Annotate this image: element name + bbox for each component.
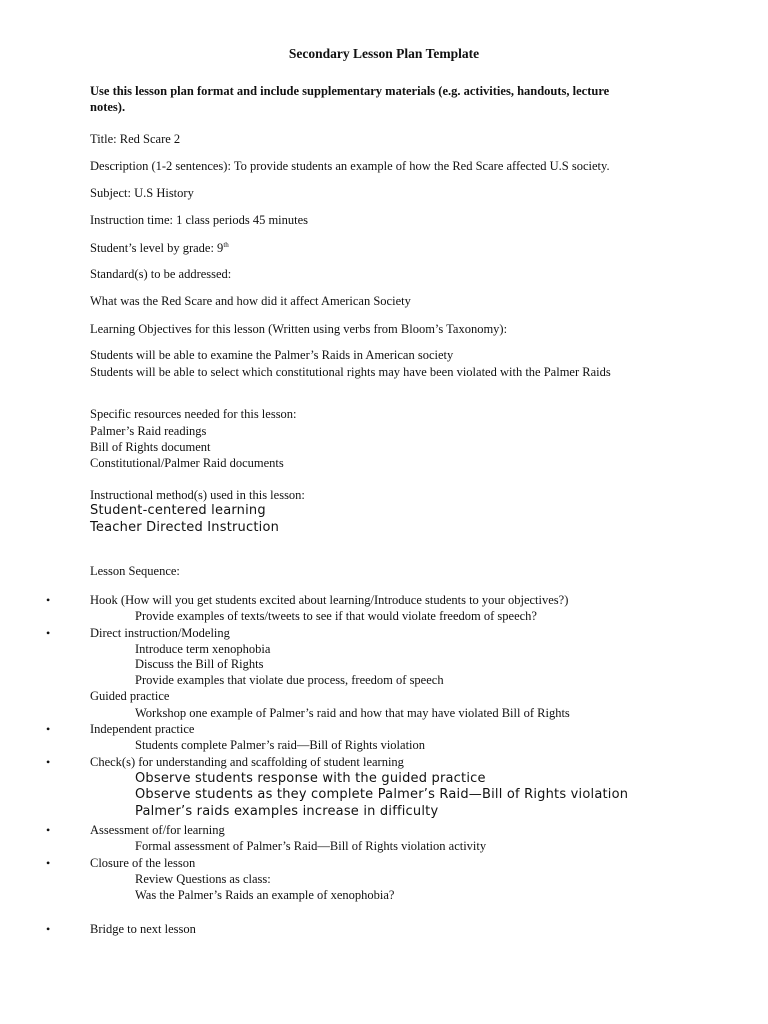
instructions-line-1: Use this lesson plan format and include supplementary materials (e.g. activities, handouts, lecture — [90, 84, 610, 98]
objective-item: Students will be able to select which constitutional rights may have been violated with the Palmer Raids — [90, 365, 611, 379]
standards-value: What was the Red Scare and how did it affect American Society — [90, 294, 411, 308]
sequence-independent-detail: Students complete Palmer’s raid—Bill of Rights violation — [135, 738, 426, 752]
bullet-marker: • — [46, 922, 51, 936]
methods-label: Instructional method(s) used in this lesson: — [90, 488, 305, 502]
bullet-marker: • — [46, 593, 51, 607]
sequence-direct-detail: Introduce term xenophobia — [135, 642, 271, 656]
standards-label: Standard(s) to be addressed: — [90, 267, 232, 281]
sequence-hook: Hook (How will you get students excited about learning/Introduce students to your objectives?) — [90, 593, 569, 607]
instructions-line-2: notes). — [90, 100, 126, 114]
student-level — [90, 240, 229, 256]
sequence-checks: Check(s) for understanding and scaffolding of student learning — [90, 755, 404, 769]
bullet-marker: • — [46, 755, 51, 769]
sequence-closure-detail: Was the Palmer’s Raids an example of xenophobia? — [135, 888, 395, 902]
sequence-bridge: Bridge to next lesson — [90, 922, 196, 936]
bullet-marker: • — [46, 626, 51, 640]
lesson-description: Description (1-2 sentences): To provide students an example of how the Red Scare affected U.S society. — [90, 159, 610, 173]
bullet-marker: • — [46, 856, 51, 870]
sequence-independent-practice: Independent practice — [90, 722, 195, 736]
sequence-assessment: Assessment of/for learning — [90, 823, 225, 837]
sequence-direct-detail: Provide examples that violate due process, freedom of speech — [135, 673, 444, 687]
sequence-guided-detail: Workshop one example of Palmer’s raid and how that may have violated Bill of Rights — [135, 706, 570, 720]
sequence-direct-detail: Discuss the Bill of Rights — [135, 657, 264, 671]
sequence-checks-detail: Palmer’s raids examples increase in difficulty — [135, 804, 439, 819]
resources-label: Specific resources needed for this lesson: — [90, 407, 297, 421]
sequence-direct-instruction: Direct instruction/Modeling — [90, 626, 230, 640]
sequence-label: Lesson Sequence: — [90, 564, 180, 578]
sequence-assessment-detail: Formal assessment of Palmer’s Raid—Bill of Rights violation activity — [135, 839, 487, 853]
sequence-closure-detail: Review Questions as class: — [135, 872, 271, 886]
sequence-guided-practice: Guided practice — [90, 689, 170, 703]
sequence-checks-detail: Observe students as they complete Palmer’s Raid—Bill of Rights violation — [135, 787, 629, 802]
bullet-marker: • — [46, 823, 51, 837]
resource-item: Constitutional/Palmer Raid documents — [90, 456, 284, 470]
method-item: Teacher Directed Instruction — [90, 520, 280, 535]
resource-item: Palmer’s Raid readings — [90, 424, 207, 438]
bullet-marker: • — [46, 722, 51, 736]
document-title: Secondary Lesson Plan Template — [288, 46, 480, 61]
sequence-checks-detail: Observe students response with the guided practice — [135, 771, 486, 786]
sequence-hook-detail: Provide examples of texts/tweets to see if that would violate freedom of speech? — [135, 609, 537, 623]
objective-item: Students will be able to examine the Palmer’s Raids in American society — [90, 348, 454, 362]
lesson-subject: Subject: U.S History — [90, 186, 194, 200]
lesson-title: Title: Red Scare 2 — [90, 132, 181, 146]
sequence-closure: Closure of the lesson — [90, 856, 196, 870]
student-level-suffix: th — [223, 241, 229, 249]
resource-item: Bill of Rights document — [90, 440, 211, 454]
method-item: Student-centered learning — [90, 503, 266, 518]
student-level-label: Student’s level by grade: 9 — [90, 241, 224, 255]
objectives-label: Learning Objectives for this lesson (Written using verbs from Bloom’s Taxonomy): — [90, 322, 508, 336]
instruction-time: Instruction time: 1 class periods 45 minutes — [90, 213, 309, 227]
